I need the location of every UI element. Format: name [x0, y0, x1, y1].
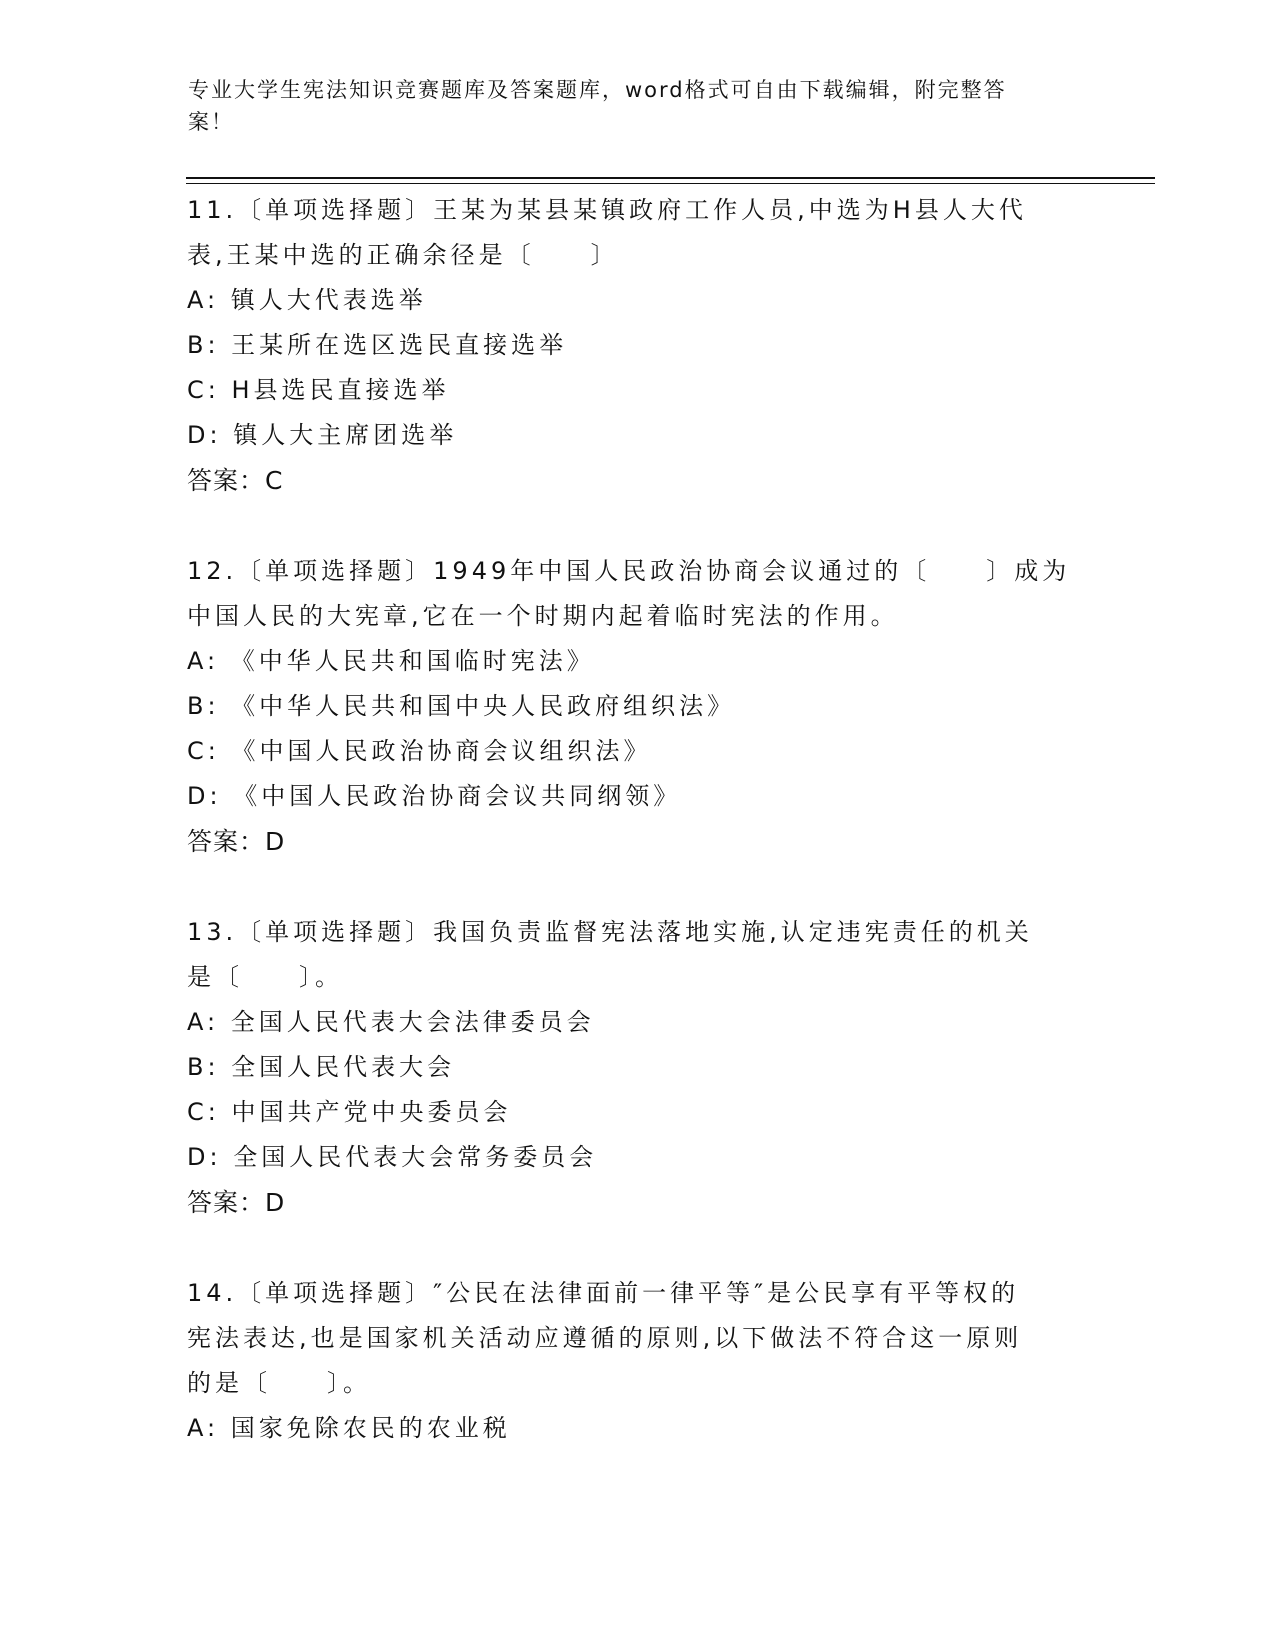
option-a: A: 镇人大代表选举: [187, 286, 427, 314]
option-d: D: 全国人民代表大会常务委员会: [187, 1143, 598, 1171]
question-stem-line: 14.〔单项选择题〕″公民在法律面前一律平等″是公民享有平等权的: [187, 1279, 1020, 1307]
header-line-1: 专业大学生宪法知识竞赛题库及答案题库，word格式可自由下载编辑，附完整答: [188, 78, 1007, 102]
option-c: C: 中国共产党中央委员会: [187, 1098, 512, 1126]
question-stem-line: 中国人民的大宪章,它在一个时期内起着临时宪法的作用。: [187, 602, 899, 630]
question-stem-line: 是〔 〕。: [187, 963, 343, 991]
option-a: A: 全国人民代表大会法律委员会: [187, 1008, 595, 1036]
question-stem-line: 的是〔 〕。: [187, 1369, 371, 1397]
question-stem-line: 12.〔单项选择题〕1949年中国人民政治协商会议通过的〔 〕成为: [187, 557, 1071, 585]
question-14: [187, 1271, 1087, 1451]
option-c: C: H县选民直接选举: [187, 376, 450, 404]
option-b: B: 《中华人民共和国中央人民政府组织法》: [187, 692, 736, 720]
question-stem-line: 13.〔单项选择题〕我国负责监督宪法落地实施,认定违宪责任的机关: [187, 918, 1033, 946]
question-stem-line: 宪法表达,也是国家机关活动应遵循的原则,以下做法不符合这一原则: [187, 1324, 1023, 1352]
question-11: [187, 188, 1087, 503]
header-line-2: 案！: [188, 110, 234, 134]
option-b: B: 全国人民代表大会: [187, 1053, 456, 1081]
option-d: D: 《中国人民政治协商会议共同纲领》: [187, 782, 682, 810]
question-13: [187, 910, 1087, 1225]
question-list: [187, 188, 1087, 1497]
document-header: [188, 74, 1088, 138]
option-a: A: 《中华人民共和国临时宪法》: [187, 647, 595, 675]
question-stem-line: 11.〔单项选择题〕王某为某县某镇政府工作人员,中选为H县人大代: [187, 196, 1027, 224]
answer: 答案：D: [187, 1188, 286, 1217]
option-c: C: 《中国人民政治协商会议组织法》: [187, 737, 652, 765]
question-12: [187, 549, 1087, 864]
header-rule-thin: [186, 183, 1155, 184]
answer: 答案：D: [187, 827, 286, 856]
answer: 答案：C: [187, 466, 284, 495]
question-stem-line: 表,王某中选的正确余径是〔 〕: [187, 241, 619, 269]
header-rule-thick: [186, 177, 1155, 179]
option-a: A: 国家免除农民的农业税: [187, 1414, 511, 1442]
option-b: B: 王某所在选区选民直接选举: [187, 331, 568, 359]
option-d: D: 镇人大主席团选举: [187, 421, 458, 449]
